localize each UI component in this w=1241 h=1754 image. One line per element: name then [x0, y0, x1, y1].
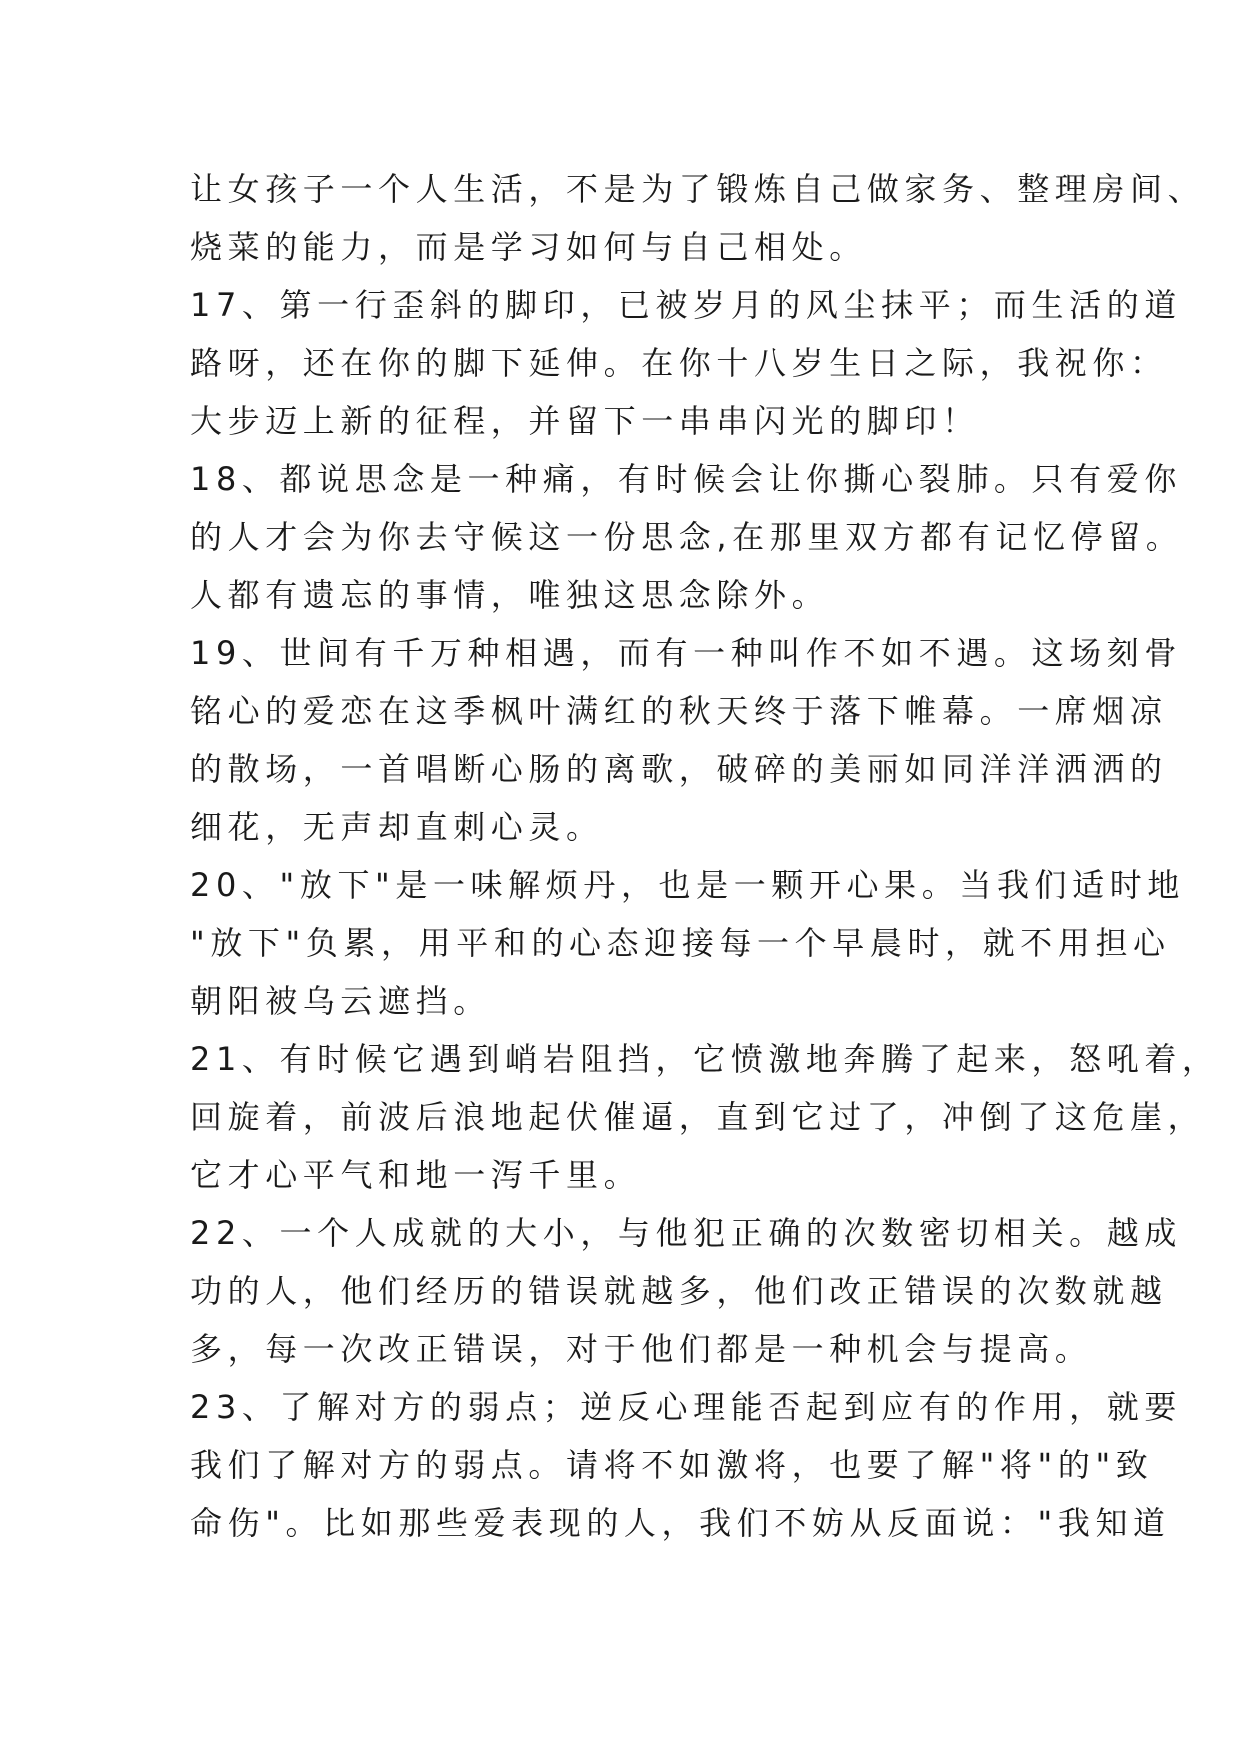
text-line: 21、有时候它遇到峭岩阻挡，它愤激地奔腾了起来，怒吼着，: [190, 1040, 1220, 1078]
text-line: 我们了解对方的弱点。请将不如激将，也要了解"将"的"致: [190, 1446, 1154, 1484]
text-line: 让女孩子一个人生活，不是为了锻炼自己做家务、整理房间、: [190, 170, 1206, 208]
text-line: 19、世间有千万种相遇，而有一种叫作不如不遇。这场刻骨: [190, 634, 1182, 672]
text-line: 22、一个人成就的大小，与他犯正确的次数密切相关。越成: [190, 1214, 1182, 1252]
text-line: 18、都说思念是一种痛，有时候会让你撕心裂肺。只有爱你: [190, 460, 1182, 498]
text-line: 功的人，他们经历的错误就越多，他们改正错误的次数就越: [190, 1272, 1168, 1310]
text-line: 的散场，一首唱断心肠的离歌，破碎的美丽如同洋洋洒洒的: [190, 750, 1168, 788]
text-line: 它才心平气和地一泻千里。: [190, 1156, 642, 1194]
text-line: 23、了解对方的弱点；逆反心理能否起到应有的作用，就要: [190, 1388, 1182, 1426]
text-line: 朝阳被乌云遮挡。: [190, 982, 491, 1020]
text-line: 细花，无声却直刺心灵。: [190, 808, 604, 846]
text-line: 人都有遗忘的事情，唯独这思念除外。: [190, 576, 830, 614]
text-line: 命伤"。比如那些爱表现的人，我们不妨从反面说："我知道: [190, 1504, 1171, 1542]
text-line: 回旋着，前波后浪地起伏催逼，直到它过了，冲倒了这危崖，: [190, 1098, 1206, 1136]
document-body: [190, 160, 1220, 1552]
text-line: 路呀，还在你的脚下延伸。在你十八岁生日之际，我祝你：: [190, 344, 1168, 382]
text-line: 的人才会为你去守候这一份思念,在那里双方都有记忆停留。: [190, 518, 1184, 556]
text-line: 铭心的爱恋在这季枫叶满红的秋天终于落下帷幕。一席烟凉: [190, 692, 1168, 730]
text-line: 17、第一行歪斜的脚印，已被岁月的风尘抹平；而生活的道: [190, 286, 1182, 324]
text-line: 大步迈上新的征程，并留下一串串闪光的脚印！: [190, 402, 980, 440]
text-line: "放下"负累，用平和的心态迎接每一个早晨时，就不用担心: [190, 924, 1171, 962]
text-line: 多，每一次改正错误，对于他们都是一种机会与提高。: [190, 1330, 1093, 1368]
text-line: 20、"放下"是一味解烦丹，也是一颗开心果。当我们适时地: [190, 866, 1185, 904]
text-line: 烧菜的能力，而是学习如何与自己相处。: [190, 228, 867, 266]
